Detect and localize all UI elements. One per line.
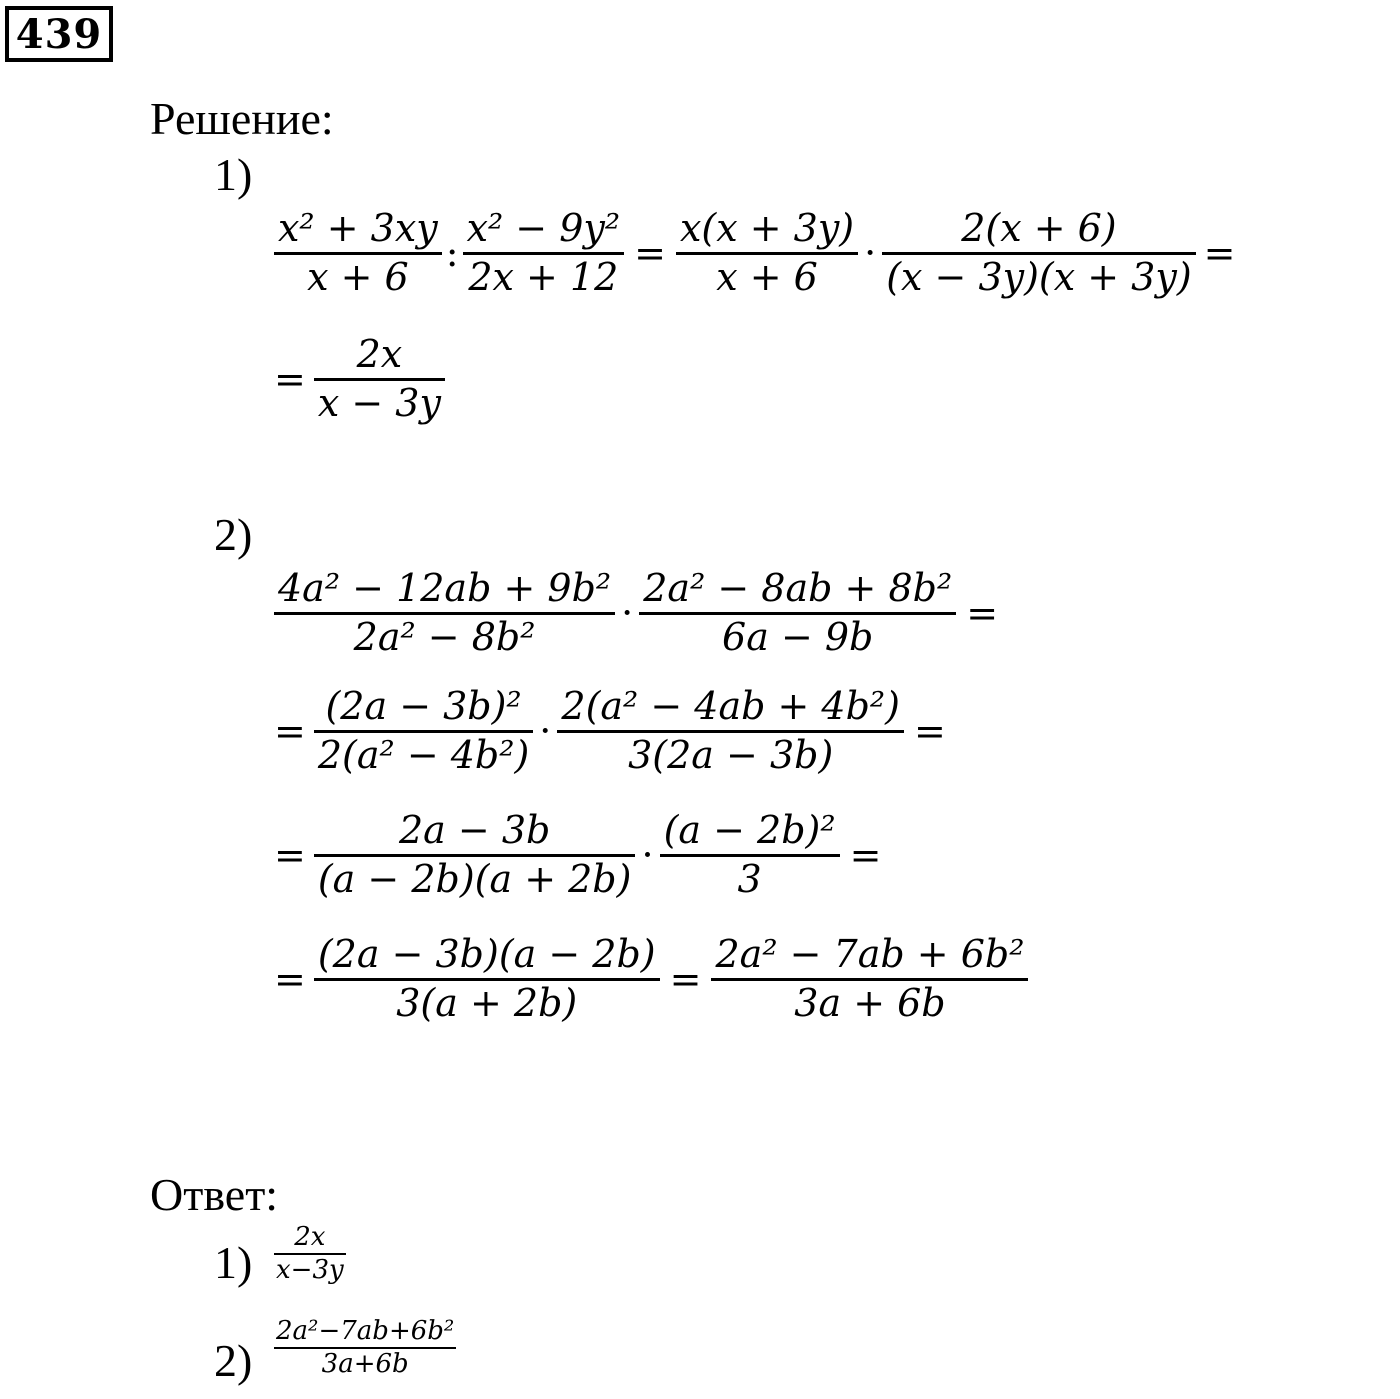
denominator: 3 [737, 856, 762, 901]
numerator: (2a − 3b)² [325, 684, 522, 728]
multiplication-dot: · [621, 591, 634, 636]
denominator: 3(2a − 3b) [628, 732, 834, 777]
fraction [314, 332, 445, 426]
fraction [463, 206, 625, 300]
equals-sign: = [669, 957, 702, 1002]
denominator: x + 6 [716, 254, 818, 299]
multiplication-dot: · [539, 709, 552, 754]
denominator: x−3y [276, 1255, 344, 1286]
denominator: 6a − 9b [722, 614, 874, 659]
denominator: 2(a² − 4b²) [317, 732, 530, 777]
solution-heading: Решение: [150, 93, 334, 144]
numerator: 2x [356, 332, 403, 376]
part2-line3 [274, 808, 891, 902]
equals-sign: = [1203, 231, 1236, 276]
equals-sign: = [274, 833, 306, 878]
answer2-label: 2) [214, 1335, 253, 1386]
fraction [557, 684, 904, 778]
numerator: 2a² − 7ab + 6b² [715, 932, 1025, 976]
problem-number: 439 [5, 6, 113, 62]
numerator: 4a² − 12ab + 9b² [278, 566, 612, 610]
fraction [274, 1222, 346, 1286]
denominator: x − 3y [317, 380, 441, 425]
part1-label: 1) [214, 149, 253, 200]
fraction [676, 206, 858, 300]
denominator: 3a+6b [321, 1349, 409, 1380]
equals-sign: = [966, 591, 999, 636]
answer1-label: 1) [214, 1237, 253, 1288]
equals-sign: = [634, 231, 666, 276]
denominator: 3(a + 2b) [396, 980, 578, 1025]
numerator: x(x + 3y) [679, 206, 855, 250]
fraction [882, 206, 1195, 300]
answer2-expression [274, 1316, 456, 1380]
numerator: 2(a² − 4ab + 4b²) [561, 684, 900, 728]
equals-sign: = [274, 957, 306, 1002]
fraction [660, 808, 840, 902]
equals-sign: = [914, 709, 946, 754]
denominator: (a − 2b)(a + 2b) [317, 856, 632, 901]
multiplication-dot: · [641, 833, 654, 878]
division-sign: : [445, 231, 459, 276]
numerator: x² + 3xy [278, 206, 438, 250]
multiplication-dot: · [864, 231, 877, 276]
numerator: 2x [294, 1222, 326, 1252]
fraction [314, 684, 533, 778]
denominator: 2a² − 8b² [353, 614, 536, 659]
fraction [274, 1316, 456, 1380]
fraction [314, 932, 660, 1026]
numerator: 2a² − 8ab + 8b² [643, 566, 953, 610]
denominator: 2x + 12 [468, 254, 619, 299]
numerator: x² − 9y² [466, 206, 621, 250]
numerator: (a − 2b)² [663, 808, 836, 852]
fraction [639, 566, 956, 660]
answer1-expression [274, 1222, 346, 1286]
answer-heading: Ответ: [150, 1169, 279, 1220]
part1-line2 [274, 332, 445, 426]
part1-line1 [274, 206, 1236, 300]
numerator: (2a − 3b)(a − 2b) [317, 932, 656, 976]
numerator: 2(x + 6) [961, 206, 1117, 250]
numerator: 2a − 3b [398, 808, 551, 852]
part2-line1 [274, 566, 1008, 660]
denominator: x + 6 [307, 254, 409, 299]
fraction [711, 932, 1028, 1026]
equals-sign: = [274, 357, 306, 402]
denominator: 3a + 6b [794, 980, 946, 1025]
denominator: (x − 3y)(x + 3y) [886, 254, 1192, 299]
part2-line2 [274, 684, 956, 778]
fraction [274, 206, 442, 300]
numerator: 2a²−7ab+6b² [276, 1316, 455, 1346]
equals-sign: = [274, 709, 306, 754]
equals-sign: = [849, 833, 882, 878]
part2-line4 [274, 932, 1028, 1026]
part2-label: 2) [214, 509, 253, 560]
fraction [314, 808, 636, 902]
fraction [274, 566, 615, 660]
